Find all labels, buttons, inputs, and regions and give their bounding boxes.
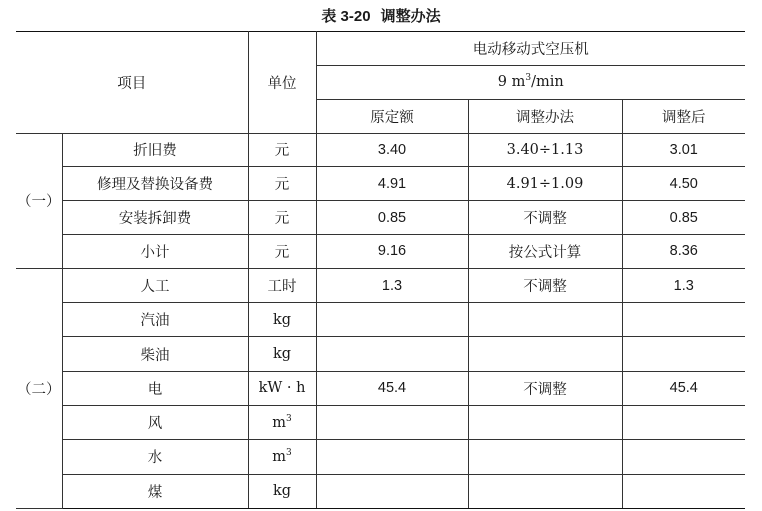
table-row [16, 201, 745, 234]
row-name: 修理及替换设备费 [62, 167, 248, 201]
header-unit: 单位 [248, 32, 316, 134]
row-unit [248, 406, 316, 440]
unit-sup: 3 [286, 448, 292, 459]
row-unit [248, 133, 316, 166]
header-row-1 [16, 32, 745, 66]
unit-text: 元 [274, 244, 290, 261]
table-title: 调整办法 [380, 7, 441, 25]
row-after-value: 45.4 [622, 371, 745, 405]
unit-text: 元 [274, 177, 290, 194]
table-row [16, 167, 745, 201]
row-method [468, 337, 622, 371]
unit-text: m [272, 414, 286, 431]
unit-text: 元 [274, 211, 290, 227]
row-after-value: 1.3 [622, 268, 745, 302]
row-orig-value [316, 337, 468, 371]
row-after-value: 4.50 [622, 167, 745, 201]
row-name: 电 [62, 371, 248, 405]
row-orig-value [316, 406, 468, 440]
unit-text: 工时 [267, 279, 297, 296]
row-orig-value: 3.40 [316, 133, 468, 166]
table-row [16, 133, 745, 166]
group-label: （一） [16, 133, 62, 268]
row-orig-value: 45.4 [316, 371, 468, 405]
row-name: 风 [62, 406, 248, 440]
row-method: 不调整 [468, 268, 622, 302]
row-after-value [622, 474, 745, 508]
row-after-value [622, 303, 745, 337]
row-name: 折旧费 [62, 133, 248, 166]
row-unit [248, 371, 316, 405]
table-row [16, 406, 745, 440]
row-orig-value [316, 303, 468, 337]
row-unit [248, 167, 316, 201]
row-after-value [622, 406, 745, 440]
unit-text: 元 [274, 143, 290, 160]
row-method: 4.91÷1.09 [468, 167, 622, 201]
spec-prefix: 9 m [497, 74, 526, 91]
row-method: 3.40÷1.13 [468, 133, 622, 166]
table-row [16, 440, 745, 474]
row-name: 小计 [62, 234, 248, 268]
header-col-method: 调整办法 [468, 99, 622, 133]
row-name: 柴油 [62, 337, 248, 371]
row-orig-value [316, 474, 468, 508]
row-orig-value [316, 440, 468, 474]
table-row [16, 268, 745, 302]
header-col-after: 调整后 [622, 99, 745, 133]
row-after-value: 0.85 [622, 201, 745, 234]
row-unit [248, 337, 316, 371]
row-unit [248, 234, 316, 268]
table-body [16, 32, 745, 509]
row-after-value [622, 337, 745, 371]
row-unit [248, 201, 316, 234]
row-unit [248, 474, 316, 508]
unit-text: m [272, 448, 286, 465]
row-method [468, 406, 622, 440]
spec-sup: 3 [525, 73, 532, 84]
row-method: 按公式计算 [468, 234, 622, 268]
row-orig-value: 0.85 [316, 201, 468, 234]
header-col-orig: 原定额 [316, 99, 468, 133]
row-name: 汽油 [62, 303, 248, 337]
table-row [16, 303, 745, 337]
group-label: （二） [16, 268, 62, 508]
row-unit [248, 440, 316, 474]
unit-sup: 3 [286, 413, 292, 424]
row-name: 安装拆卸费 [62, 201, 248, 234]
row-method: 不调整 [468, 371, 622, 405]
row-method [468, 440, 622, 474]
row-unit [248, 303, 316, 337]
row-orig-value: 9.16 [316, 234, 468, 268]
unit-text: kg [272, 483, 292, 500]
table-row [16, 371, 745, 405]
header-machine: 电动移动式空压机 [316, 32, 745, 66]
row-after-value: 3.01 [622, 133, 745, 166]
unit-text: kg [272, 346, 292, 363]
adjustment-table [16, 31, 745, 509]
unit-text: kg [272, 311, 292, 328]
row-name: 人工 [62, 268, 248, 302]
row-method: 不调整 [468, 201, 622, 234]
header-item: 项目 [16, 32, 248, 134]
row-name: 水 [62, 440, 248, 474]
row-name: 煤 [62, 474, 248, 508]
table-row [16, 337, 745, 371]
row-after-value: 8.36 [622, 234, 745, 268]
row-orig-value: 4.91 [316, 167, 468, 201]
row-method [468, 474, 622, 508]
table-caption [0, 4, 762, 28]
unit-text: kW · h [258, 380, 306, 397]
table-row [16, 474, 745, 508]
spec-suffix: /min [531, 74, 564, 91]
row-orig-value: 1.3 [316, 268, 468, 302]
row-after-value [622, 440, 745, 474]
table-number: 表 3-20 [321, 8, 371, 25]
table-row [16, 234, 745, 268]
row-method [468, 303, 622, 337]
header-spec [316, 66, 745, 99]
row-unit [248, 268, 316, 302]
